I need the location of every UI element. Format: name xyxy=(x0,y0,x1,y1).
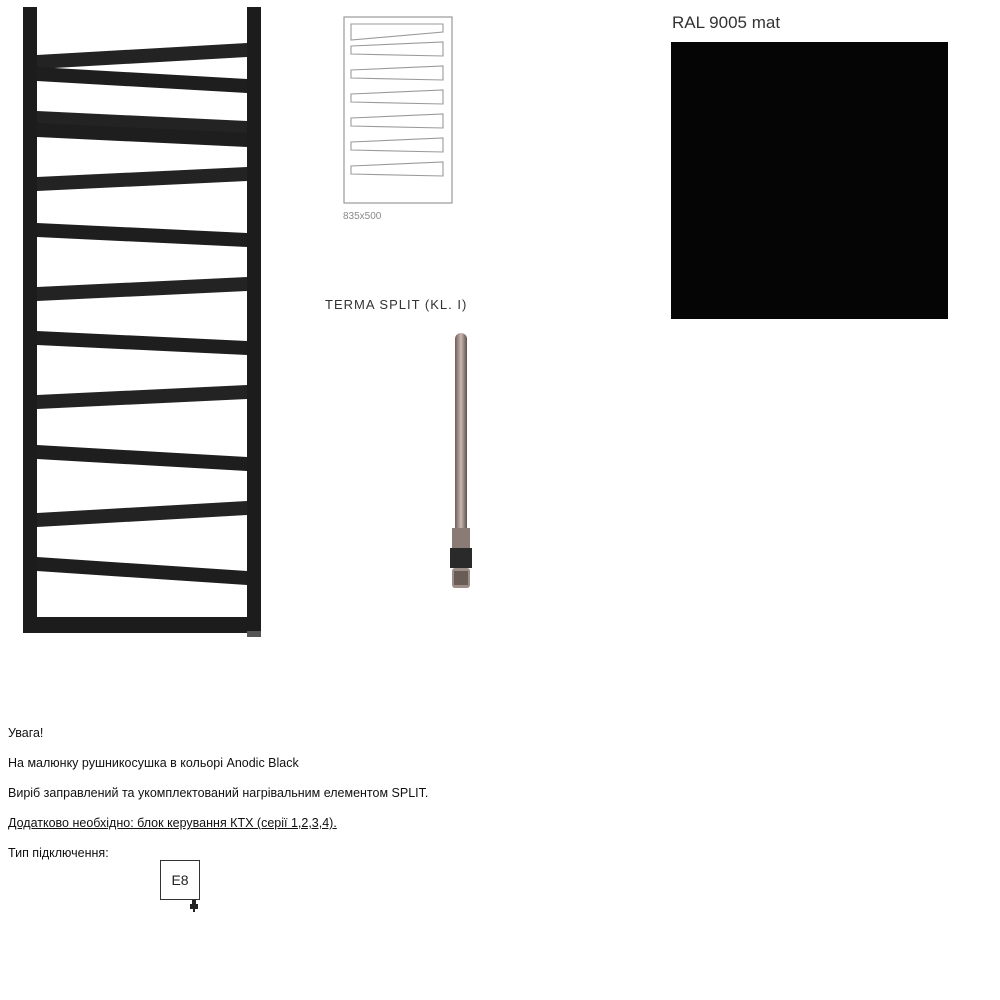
plug-icon xyxy=(189,900,199,912)
color-swatch xyxy=(671,42,948,319)
heating-element-photo xyxy=(436,333,486,593)
color-label: RAL 9005 mat xyxy=(672,13,781,32)
radiator-photo xyxy=(20,5,264,637)
warning-note: Увага! xyxy=(8,726,44,740)
color-note: На малюнку рушникосушка в кольорі Anodic Black xyxy=(8,756,299,770)
radiator-schematic xyxy=(343,16,453,204)
extra-requirement-note: Додатково необхідно: блок керування КТХ (серії 1,2,3,4). xyxy=(8,816,337,830)
connection-label: Тип підключення: xyxy=(8,846,109,860)
connection-code: E8 xyxy=(171,872,189,888)
heater-title: TERMA SPLIT (KL. I) xyxy=(325,297,468,312)
connection-type-box xyxy=(160,860,200,900)
schematic-size: 835x500 xyxy=(343,211,382,222)
element-note: Виріб заправлений та укомплектований нагрівальним елементом SPLIT. xyxy=(8,786,429,800)
